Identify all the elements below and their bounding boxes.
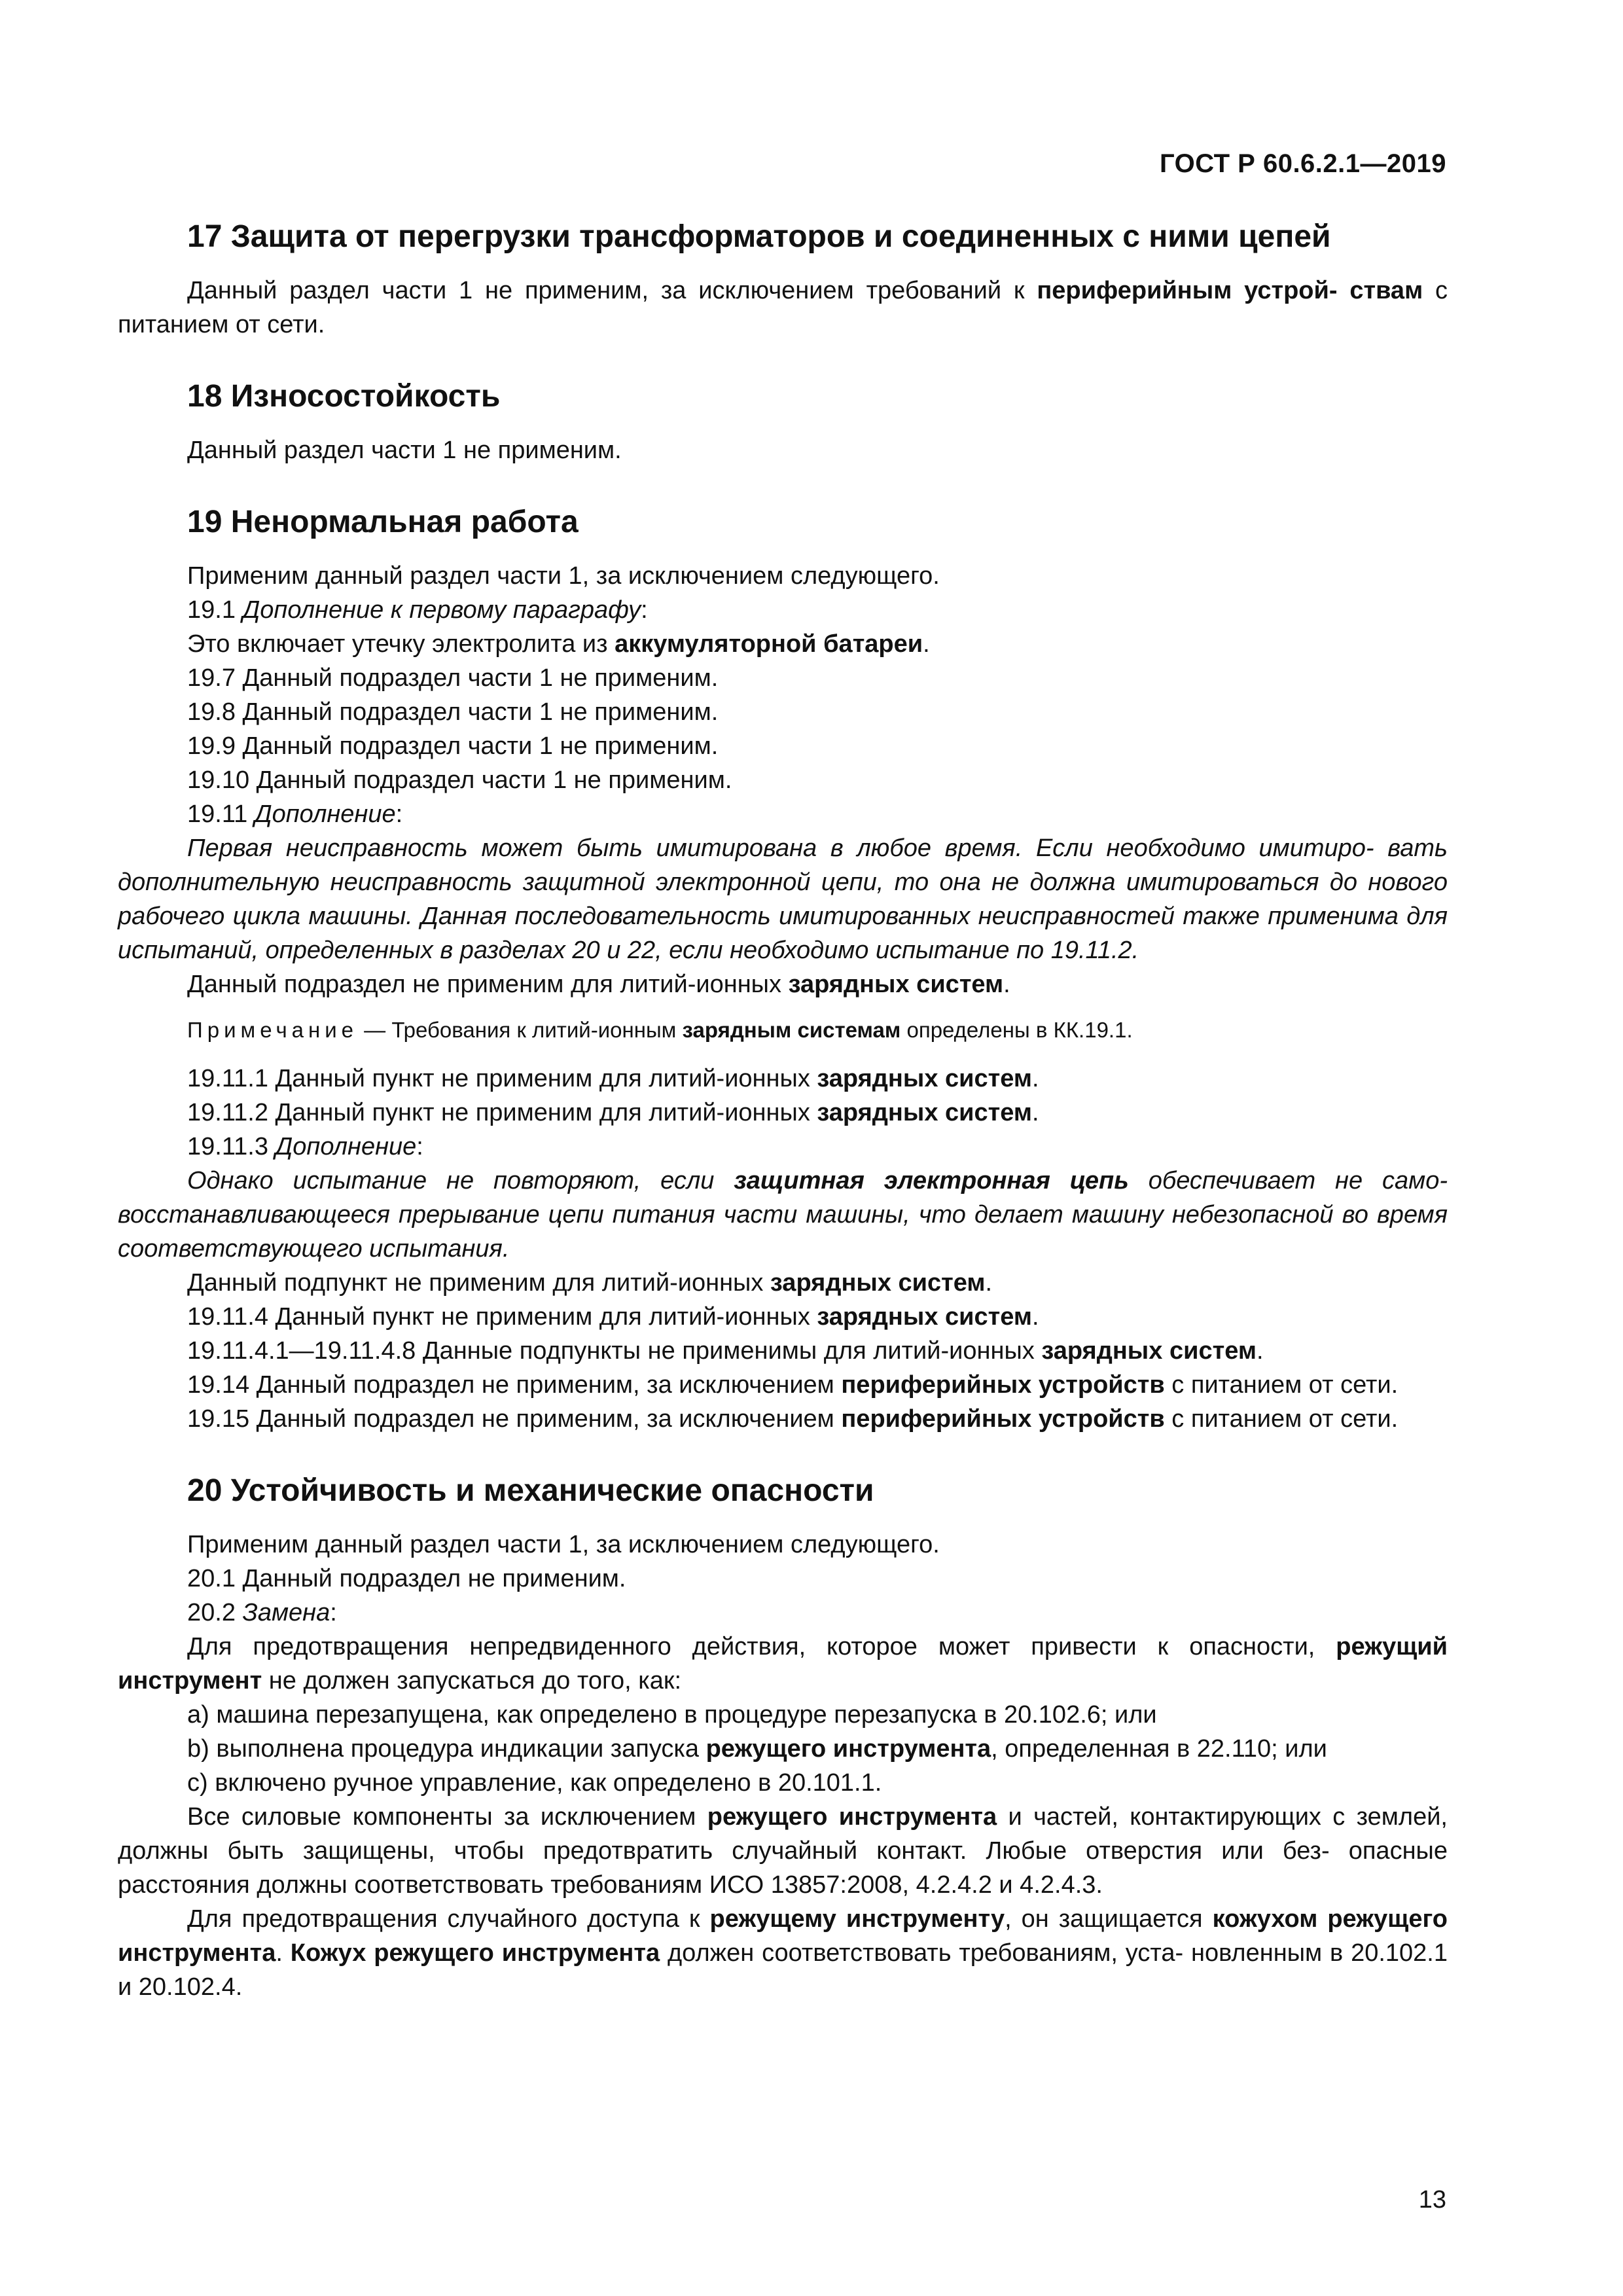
- clause-19-11-1: 19.11.1 Данный пункт не применим для литий-ионных зарядных систем.: [187, 1065, 1039, 1092]
- section-17-paragraph: Данный раздел части 1 не применим, за исключением требований к периферийным устрой- ствам с питанием от сети.: [118, 277, 1448, 338]
- clause-19-11-4: 19.11.4 Данный пункт не применим для литий-ионных зарядных систем.: [187, 1303, 1039, 1331]
- clause-19-9: 19.9 Данный подраздел части 1 не применим.: [187, 732, 719, 760]
- page-content: [118, 216, 1448, 2004]
- clause-19-7: 19.7 Данный подраздел части 1 не применим.: [187, 664, 719, 692]
- clause-19-11: 19.11 Дополнение:: [187, 800, 403, 828]
- section-18-paragraph: Данный раздел части 1 не применим.: [187, 437, 622, 464]
- clause-19-11-4-1: 19.11.4.1—19.11.4.8 Данные подпункты не применимы для литий-ионных зарядных систем.: [187, 1337, 1264, 1365]
- clause-19-11-3: 19.11.3 Дополнение:: [187, 1133, 423, 1160]
- clause-19-11-not-applicable: Данный подраздел не применим для литий-ионных зарядных систем.: [187, 971, 1010, 998]
- clause-19-11-3-not-applicable: Данный подпункт не применим для литий-ионных зарядных систем.: [187, 1269, 993, 1297]
- section-17-title: 17 Защита от перегрузки трансформаторов и соединенных с ними цепей: [187, 219, 1331, 254]
- section-19-title: 19 Ненормальная работа: [187, 505, 579, 539]
- note-label: Примечание: [187, 1018, 359, 1042]
- clause-19-10: 19.10 Данный подраздел части 1 не применим.: [187, 766, 732, 794]
- note: Примечание — Требования к литий-ионным зарядным системам определены в КК.19.1.: [187, 1018, 1133, 1042]
- section-20-intro: Применим данный раздел части 1, за исключением следующего.: [187, 1531, 940, 1558]
- clause-19-1: 19.1 Дополнение к первому параграфу:: [187, 596, 648, 624]
- clause-19-15: 19.15 Данный подраздел не применим, за исключением периферийных устройств с питанием от сети.: [187, 1405, 1399, 1433]
- page-number: 13: [1418, 2186, 1446, 2214]
- section-20-title: 20 Устойчивость и механические опасности: [187, 1473, 874, 1508]
- standard-designation: ГОСТ Р 60.6.2.1—2019: [1159, 149, 1446, 178]
- clause-20-2-paragraph-1: Для предотвращения непредвиденного действия, которое может привести к опасности, режущий инструмент не должен запускаться до того, как:: [118, 1633, 1448, 1695]
- clause-19-11-2: 19.11.2 Данный пункт не применим для литий-ионных зарядных систем.: [187, 1099, 1039, 1126]
- section-18-title: 18 Износостойкость: [187, 379, 501, 414]
- clause-19-8: 19.8 Данный подраздел части 1 не применим.: [187, 698, 719, 726]
- clause-20-2-paragraph-3: Для предотвращения случайного доступа к режущему инструменту, он защищается кожухом режущего инструмента. Кожух режущего инструмента должен соответствовать требованиям, уста- новленным в 20.102.1 и 20.102.4.: [118, 1905, 1448, 2001]
- clause-19-1-text: Это включает утечку электролита из аккумуляторной батареи.: [187, 630, 930, 658]
- list-item-c: c) включено ручное управление, как определено в 20.101.1.: [187, 1769, 882, 1797]
- list-item-b: b) выполнена процедура индикации запуска режущего инструмента, определенная в 22.110; или: [187, 1735, 1327, 1763]
- clause-20-2: 20.2 Замена:: [187, 1599, 337, 1626]
- clause-19-11-italic: Первая неисправность может быть имитирована в любое время. Если необходимо имитиро- вать дополнительную неисправность защитной электронной цепи, то она не должна имитироваться до нового рабочего цикла машины. Данная последовательность имитированных неисправностей также применима для испытаний, определенных в разделах 20 и 22, если необходимо испытание по 19.11.2.: [118, 834, 1448, 964]
- clause-19-11-3-italic: Однако испытание не повторяют, если защитная электронная цепь обеспечивает не само- восстанавливающееся прерывание цепи питания части машины, что делает машину небезопасной во время соответствующего испытания.: [118, 1167, 1448, 1263]
- clause-20-2-paragraph-2: Все силовые компоненты за исключением режущего инструмента и частей, контактирующих с землей, должны быть защищены, чтобы предотвратить случайный контакт. Любые отверстия или без- опасные расстояния должны соответствовать требованиям ИСО 13857:2008, 4.2.4.2 и 4.2.4.3.: [118, 1803, 1448, 1899]
- section-19-intro: Применим данный раздел части 1, за исключением следующего.: [187, 562, 940, 590]
- clause-20-1: 20.1 Данный подраздел не применим.: [187, 1565, 626, 1592]
- list-item-a: a) машина перезапущена, как определено в процедуре перезапуска в 20.102.6; или: [187, 1701, 1157, 1729]
- clause-19-14: 19.14 Данный подраздел не применим, за исключением периферийных устройств с питанием от сети.: [187, 1371, 1399, 1399]
